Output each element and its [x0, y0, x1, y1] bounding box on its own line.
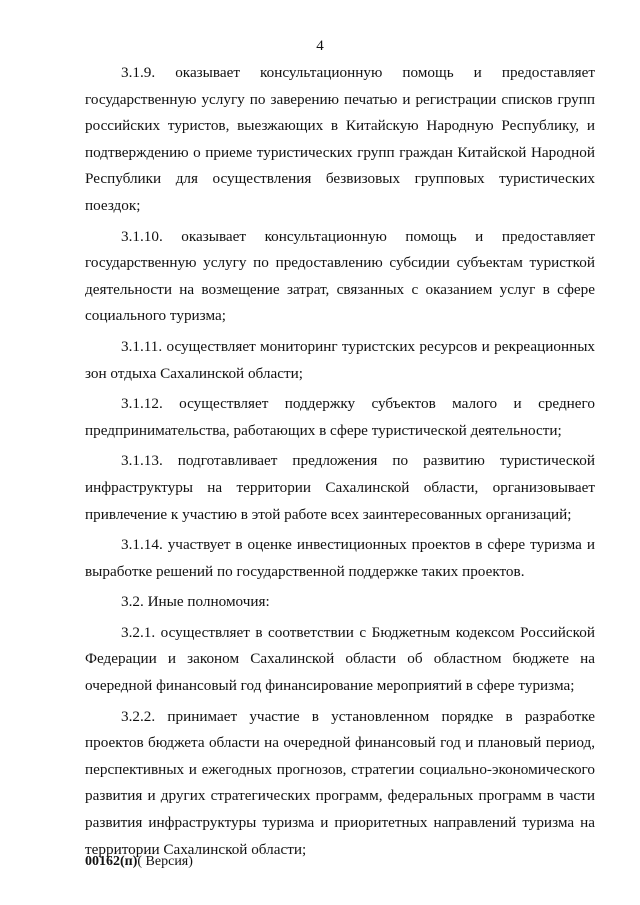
paragraph-3-1-13: 3.1.13. подготавливает предложения по развитию туристической инфраструктуры на территории Сахалинской области, организовывает привлечение к участию в этой работе всех заинтересованных организаций; [85, 452, 595, 523]
document-body [85, 60, 595, 863]
paragraph-3-2-2: 3.2.2. принимает участие в установленном порядке в разработке проектов бюджета области на очередной финансовый год и плановый период, перспективных и ежегодных прогнозов, стратегии социально-экономического развития и других стратегических программ, федеральных программ в части развития инфраструктуры туризма и приоритетных направлений туризма на территории Сахалинской области; [85, 707, 595, 858]
document-code: 00162(п) [85, 854, 138, 869]
document-footer [85, 854, 193, 870]
document-version: ( Версия) [137, 854, 193, 869]
paragraph-3-1-11: 3.1.11. осуществляет мониторинг туристских ресурсов и рекреационных зон отдыха Сахалинской области; [85, 337, 595, 382]
page-number: 4 [316, 38, 324, 54]
paragraph-3-2: 3.2. Иные полномочия: [121, 593, 270, 611]
paragraph-3-1-9: 3.1.9. оказывает консультационную помощь и предоставляет государственную услугу по заверению печатью и регистрации списков групп российских туристов, выезжающих в Китайскую Народную Республику, и подтверждению о приеме туристических групп граждан Китайской Народной Республики для осуществления безвизовых групповых туристических поездок; [85, 64, 595, 214]
paragraph-3-2-1: 3.2.1. осуществляет в соответствии с Бюджетным кодексом Российской Федерации и законом Сахалинской области об областном бюджете на очередной финансовый год финансирование мероприятий в сфере туризма; [85, 623, 595, 695]
paragraph-3-1-10: 3.1.10. оказывает консультационную помощь и предоставляет государственную услугу по предоставлению субсидии субъектам туристкой деятельности на возмещение затрат, связанных с оказанием услуг в сфере социального туризма; [85, 227, 595, 325]
paragraph-3-1-14: 3.1.14. участвует в оценке инвестиционных проектов в сфере туризма и выработке решений по государственной поддержке таких проектов. [85, 536, 595, 580]
paragraph-3-1-12: 3.1.12. осуществляет поддержку субъектов малого и среднего предпринимательства, работающих в сфере туристической деятельности; [85, 395, 595, 439]
